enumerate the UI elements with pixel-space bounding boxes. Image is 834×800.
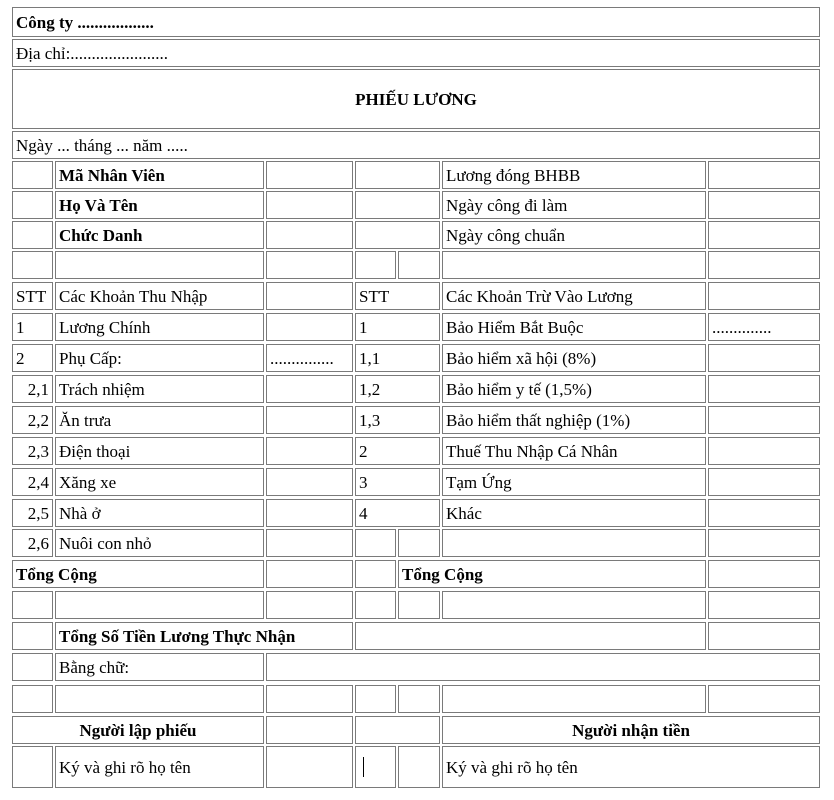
income-value[interactable] (266, 468, 353, 496)
deduction-stt[interactable]: 4 (355, 499, 440, 527)
info-blank-3[interactable] (12, 191, 53, 219)
col-header-stt-left[interactable]: STT (12, 282, 53, 310)
deduction-stt[interactable]: 3 (355, 468, 440, 496)
deduction-value[interactable] (708, 375, 820, 403)
col-header-deduction-value[interactable] (708, 282, 820, 310)
deduction-label[interactable]: Bảo Hiểm Bắt Buộc (442, 313, 706, 341)
preparer-sign-note[interactable]: Ký và ghi rõ họ tên (55, 746, 264, 788)
income-label[interactable]: Phụ Cấp: (55, 344, 264, 372)
deduction-label[interactable]: Thuế Thu Nhập Cá Nhân (442, 437, 706, 465)
blank-cell[interactable] (708, 529, 820, 557)
col-header-income[interactable]: Các Khoản Thu Nhập (55, 282, 264, 310)
blank-cell[interactable] (55, 591, 264, 619)
deduction-label[interactable]: Tạm Ứng (442, 468, 706, 496)
deduction-value[interactable]: .............. (708, 313, 820, 341)
payslip-title: PHIẾU LƯƠNG (355, 89, 477, 109)
income-value[interactable] (266, 406, 353, 434)
spacer-cell[interactable] (708, 251, 820, 279)
preparer-label[interactable]: Người lập phiếu (12, 716, 264, 744)
payslip-sheet (12, 7, 820, 792)
blank-cell[interactable] (266, 716, 353, 744)
net-salary-label[interactable]: Tổng Số Tiền Lương Thực Nhận (55, 622, 353, 650)
income-label[interactable]: Nhà ở (55, 499, 264, 527)
title-cell[interactable] (12, 69, 820, 129)
deduction-value[interactable] (708, 344, 820, 372)
income-label[interactable]: Trách nhiệm (55, 375, 264, 403)
col-header-income-value[interactable] (266, 282, 353, 310)
spacer-cell[interactable] (12, 251, 53, 279)
income-stt[interactable]: 2,2 (12, 406, 53, 434)
deduction-label[interactable]: Bảo hiểm y tế (1,5%) (442, 375, 706, 403)
income-stt[interactable]: 2,1 (12, 375, 53, 403)
info-label-insurance-salary[interactable]: Lương đóng BHBB (442, 161, 706, 189)
blank-cell[interactable] (442, 685, 706, 713)
text-cursor-cell[interactable] (355, 746, 396, 788)
address-label: Địa chỉ:....................... (16, 43, 169, 63)
income-value[interactable] (266, 313, 353, 341)
deduction-stt[interactable]: 1,1 (355, 344, 440, 372)
income-label[interactable]: Ăn trưa (55, 406, 264, 434)
income-stt[interactable]: 2 (12, 344, 53, 372)
blank-cell[interactable] (12, 685, 53, 713)
income-stt[interactable]: 2,4 (12, 468, 53, 496)
income-stt[interactable]: 2,6 (12, 529, 53, 557)
col-header-stt-right[interactable]: STT (355, 282, 440, 310)
income-stt[interactable]: 1 (12, 313, 53, 341)
blank-cell[interactable] (442, 529, 706, 557)
blank-cell[interactable] (442, 591, 706, 619)
info-label-employee-id[interactable]: Mã Nhân Viên (55, 161, 264, 189)
text-cursor (363, 757, 364, 777)
deduction-stt[interactable]: 1,2 (355, 375, 440, 403)
spacer-cell[interactable] (266, 251, 353, 279)
date-cell[interactable] (12, 131, 820, 159)
info-blank-2[interactable] (355, 161, 440, 189)
income-label[interactable]: Xăng xe (55, 468, 264, 496)
income-label[interactable]: Nuôi con nhỏ (55, 529, 264, 557)
spacer-cell[interactable] (398, 251, 440, 279)
blank-cell[interactable] (55, 685, 264, 713)
in-words-label[interactable]: Bằng chữ: (55, 653, 264, 681)
blank-cell[interactable] (708, 685, 820, 713)
spacer-cell[interactable] (55, 251, 264, 279)
deduction-value[interactable] (708, 468, 820, 496)
income-stt[interactable]: 2,5 (12, 499, 53, 527)
deduction-value[interactable] (708, 437, 820, 465)
blank-cell[interactable] (12, 653, 53, 681)
blank-cell[interactable] (266, 746, 353, 788)
blank-cell[interactable] (12, 591, 53, 619)
blank-cell[interactable] (398, 746, 440, 788)
deduction-stt[interactable]: 1 (355, 313, 440, 341)
company-label: Công ty .................. (16, 12, 154, 32)
income-value[interactable] (266, 437, 353, 465)
blank-cell[interactable] (708, 591, 820, 619)
info-value-employee-id[interactable] (266, 161, 353, 189)
blank-cell[interactable] (355, 591, 396, 619)
blank-cell[interactable] (12, 746, 53, 788)
recipient-label[interactable]: Người nhận tiền (442, 716, 820, 744)
info-label-position[interactable]: Chức Danh (55, 221, 264, 249)
blank-cell[interactable] (12, 622, 53, 650)
blank-cell[interactable] (398, 685, 440, 713)
info-blank-6[interactable] (355, 221, 440, 249)
info-value-standard-days[interactable] (708, 221, 820, 249)
deduction-stt[interactable]: 1,3 (355, 406, 440, 434)
deduction-label[interactable]: Khác (442, 499, 706, 527)
col-header-deductions[interactable]: Các Khoản Trừ Vào Lương (442, 282, 706, 310)
blank-cell[interactable] (355, 529, 396, 557)
income-total-label[interactable]: Tổng Cộng (12, 560, 264, 588)
deduction-label[interactable]: Bảo hiểm xã hội (8%) (442, 344, 706, 372)
info-blank-5[interactable] (12, 221, 53, 249)
date-label: Ngày ... tháng ... năm ..... (16, 135, 188, 155)
info-value-full-name[interactable] (266, 191, 353, 219)
income-stt[interactable]: 2,3 (12, 437, 53, 465)
info-label-standard-days[interactable]: Ngày công chuẩn (442, 221, 706, 249)
blank-cell[interactable] (355, 685, 396, 713)
blank-cell[interactable] (355, 716, 440, 744)
in-words-value[interactable] (266, 653, 820, 681)
deduction-value[interactable] (708, 499, 820, 527)
income-label[interactable]: Điện thoại (55, 437, 264, 465)
income-value[interactable] (266, 375, 353, 403)
deduction-value[interactable] (708, 406, 820, 434)
info-value-position[interactable] (266, 221, 353, 249)
spacer-cell[interactable] (355, 251, 396, 279)
income-value[interactable]: ............... (266, 344, 353, 372)
blank-cell[interactable] (355, 560, 396, 588)
deduction-label[interactable]: Bảo hiểm thất nghiệp (1%) (442, 406, 706, 434)
info-value-insurance-salary[interactable] (708, 161, 820, 189)
income-label[interactable]: Lương Chính (55, 313, 264, 341)
blank-cell[interactable] (398, 529, 440, 557)
info-label-full-name[interactable]: Họ Và Tên (55, 191, 264, 219)
address-cell[interactable] (12, 39, 820, 67)
info-value-work-days[interactable] (708, 191, 820, 219)
info-blank-4[interactable] (355, 191, 440, 219)
company-cell[interactable] (12, 7, 820, 37)
income-total-value[interactable] (266, 560, 353, 588)
net-salary-value[interactable] (355, 622, 706, 650)
deduction-stt[interactable]: 2 (355, 437, 440, 465)
info-blank-1[interactable] (12, 161, 53, 189)
blank-cell[interactable] (266, 591, 353, 619)
income-value[interactable] (266, 529, 353, 557)
info-label-work-days[interactable]: Ngày công đi làm (442, 191, 706, 219)
recipient-sign-note[interactable]: Ký và ghi rõ họ tên (442, 746, 820, 788)
deduction-total-label[interactable]: Tổng Cộng (398, 560, 706, 588)
spacer-cell[interactable] (442, 251, 706, 279)
deduction-total-value[interactable] (708, 560, 820, 588)
blank-cell[interactable] (708, 622, 820, 650)
blank-cell[interactable] (266, 685, 353, 713)
blank-cell[interactable] (398, 591, 440, 619)
income-value[interactable] (266, 499, 353, 527)
